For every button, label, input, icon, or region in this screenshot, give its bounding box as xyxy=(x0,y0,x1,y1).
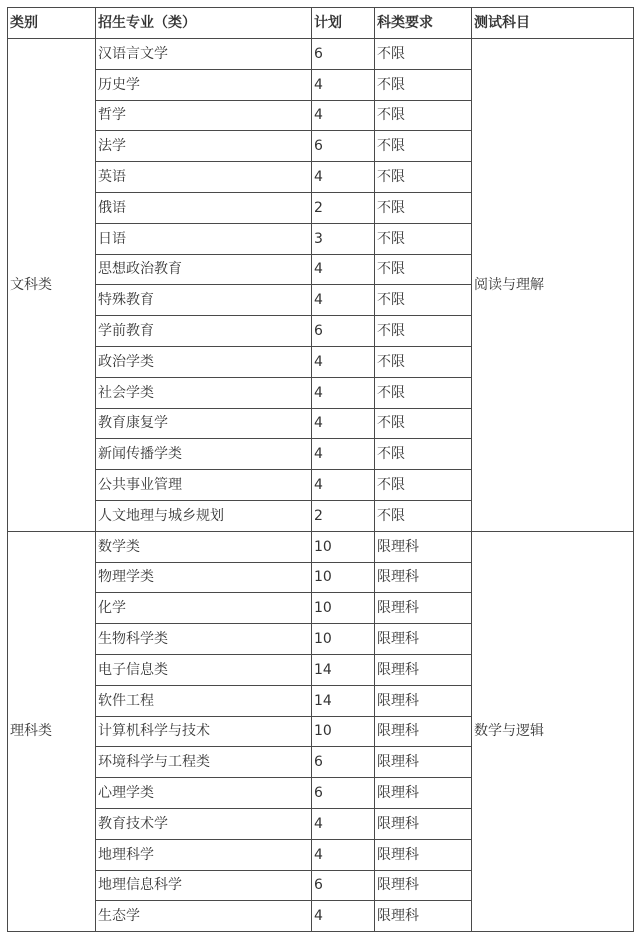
requirement-cell: 不限 xyxy=(375,223,472,254)
major-cell: 公共事业管理 xyxy=(96,470,312,501)
major-cell: 哲学 xyxy=(96,100,312,131)
header-row xyxy=(8,8,634,39)
plan-cell: 4 xyxy=(312,69,375,100)
major-cell: 环境科学与工程类 xyxy=(96,747,312,778)
header-requirement: 科类要求 xyxy=(375,8,472,39)
admissions-table xyxy=(7,7,634,932)
major-cell: 日语 xyxy=(96,223,312,254)
plan-cell: 14 xyxy=(312,685,375,716)
plan-cell: 2 xyxy=(312,500,375,531)
plan-cell: 10 xyxy=(312,624,375,655)
table-body xyxy=(8,39,634,932)
requirement-cell: 限理科 xyxy=(375,870,472,901)
requirement-cell: 不限 xyxy=(375,162,472,193)
plan-cell: 4 xyxy=(312,839,375,870)
requirement-cell: 不限 xyxy=(375,285,472,316)
plan-cell: 4 xyxy=(312,808,375,839)
plan-cell: 6 xyxy=(312,778,375,809)
plan-cell: 4 xyxy=(312,901,375,932)
major-cell: 生态学 xyxy=(96,901,312,932)
plan-cell: 10 xyxy=(312,531,375,562)
header-category: 类别 xyxy=(8,8,96,39)
requirement-cell: 限理科 xyxy=(375,593,472,624)
table-row xyxy=(8,531,634,562)
plan-cell: 4 xyxy=(312,254,375,285)
plan-cell: 4 xyxy=(312,470,375,501)
requirement-cell: 限理科 xyxy=(375,716,472,747)
requirement-cell: 不限 xyxy=(375,131,472,162)
requirement-cell: 不限 xyxy=(375,192,472,223)
plan-cell: 4 xyxy=(312,346,375,377)
table-header xyxy=(8,8,634,39)
plan-cell: 4 xyxy=(312,439,375,470)
requirement-cell: 限理科 xyxy=(375,562,472,593)
requirement-cell: 限理科 xyxy=(375,778,472,809)
requirement-cell: 限理科 xyxy=(375,685,472,716)
requirement-cell: 不限 xyxy=(375,470,472,501)
plan-cell: 10 xyxy=(312,593,375,624)
requirement-cell: 限理科 xyxy=(375,654,472,685)
plan-cell: 4 xyxy=(312,408,375,439)
requirement-cell: 不限 xyxy=(375,69,472,100)
plan-cell: 6 xyxy=(312,316,375,347)
requirement-cell: 限理科 xyxy=(375,624,472,655)
major-cell: 软件工程 xyxy=(96,685,312,716)
plan-cell: 6 xyxy=(312,131,375,162)
plan-cell: 4 xyxy=(312,100,375,131)
major-cell: 英语 xyxy=(96,162,312,193)
table-row xyxy=(8,39,634,70)
requirement-cell: 限理科 xyxy=(375,531,472,562)
requirement-cell: 不限 xyxy=(375,100,472,131)
test-subject-cell: 数学与逻辑 xyxy=(472,531,634,931)
plan-cell: 6 xyxy=(312,747,375,778)
requirement-cell: 不限 xyxy=(375,346,472,377)
requirement-cell: 不限 xyxy=(375,439,472,470)
requirement-cell: 限理科 xyxy=(375,839,472,870)
major-cell: 电子信息类 xyxy=(96,654,312,685)
plan-cell: 6 xyxy=(312,39,375,70)
plan-cell: 4 xyxy=(312,285,375,316)
major-cell: 特殊教育 xyxy=(96,285,312,316)
plan-cell: 10 xyxy=(312,716,375,747)
major-cell: 数学类 xyxy=(96,531,312,562)
major-cell: 俄语 xyxy=(96,192,312,223)
plan-cell: 4 xyxy=(312,377,375,408)
major-cell: 心理学类 xyxy=(96,778,312,809)
requirement-cell: 限理科 xyxy=(375,747,472,778)
major-cell: 化学 xyxy=(96,593,312,624)
requirement-cell: 不限 xyxy=(375,408,472,439)
requirement-cell: 不限 xyxy=(375,39,472,70)
requirement-cell: 限理科 xyxy=(375,808,472,839)
major-cell: 地理信息科学 xyxy=(96,870,312,901)
requirement-cell: 不限 xyxy=(375,500,472,531)
header-major: 招生专业（类） xyxy=(96,8,312,39)
major-cell: 物理学类 xyxy=(96,562,312,593)
major-cell: 法学 xyxy=(96,131,312,162)
major-cell: 政治学类 xyxy=(96,346,312,377)
major-cell: 学前教育 xyxy=(96,316,312,347)
plan-cell: 4 xyxy=(312,162,375,193)
major-cell: 生物科学类 xyxy=(96,624,312,655)
requirement-cell: 限理科 xyxy=(375,901,472,932)
header-test-subject: 测试科目 xyxy=(472,8,634,39)
plan-cell: 6 xyxy=(312,870,375,901)
major-cell: 历史学 xyxy=(96,69,312,100)
major-cell: 教育技术学 xyxy=(96,808,312,839)
major-cell: 汉语言文学 xyxy=(96,39,312,70)
plan-cell: 3 xyxy=(312,223,375,254)
plan-cell: 2 xyxy=(312,192,375,223)
major-cell: 地理科学 xyxy=(96,839,312,870)
category-cell: 文科类 xyxy=(8,39,96,532)
plan-cell: 10 xyxy=(312,562,375,593)
requirement-cell: 不限 xyxy=(375,254,472,285)
major-cell: 社会学类 xyxy=(96,377,312,408)
major-cell: 教育康复学 xyxy=(96,408,312,439)
requirement-cell: 不限 xyxy=(375,377,472,408)
plan-cell: 14 xyxy=(312,654,375,685)
test-subject-cell: 阅读与理解 xyxy=(472,39,634,532)
major-cell: 计算机科学与技术 xyxy=(96,716,312,747)
category-cell: 理科类 xyxy=(8,531,96,931)
requirement-cell: 不限 xyxy=(375,316,472,347)
major-cell: 人文地理与城乡规划 xyxy=(96,500,312,531)
major-cell: 思想政治教育 xyxy=(96,254,312,285)
major-cell: 新闻传播学类 xyxy=(96,439,312,470)
header-plan: 计划 xyxy=(312,8,375,39)
